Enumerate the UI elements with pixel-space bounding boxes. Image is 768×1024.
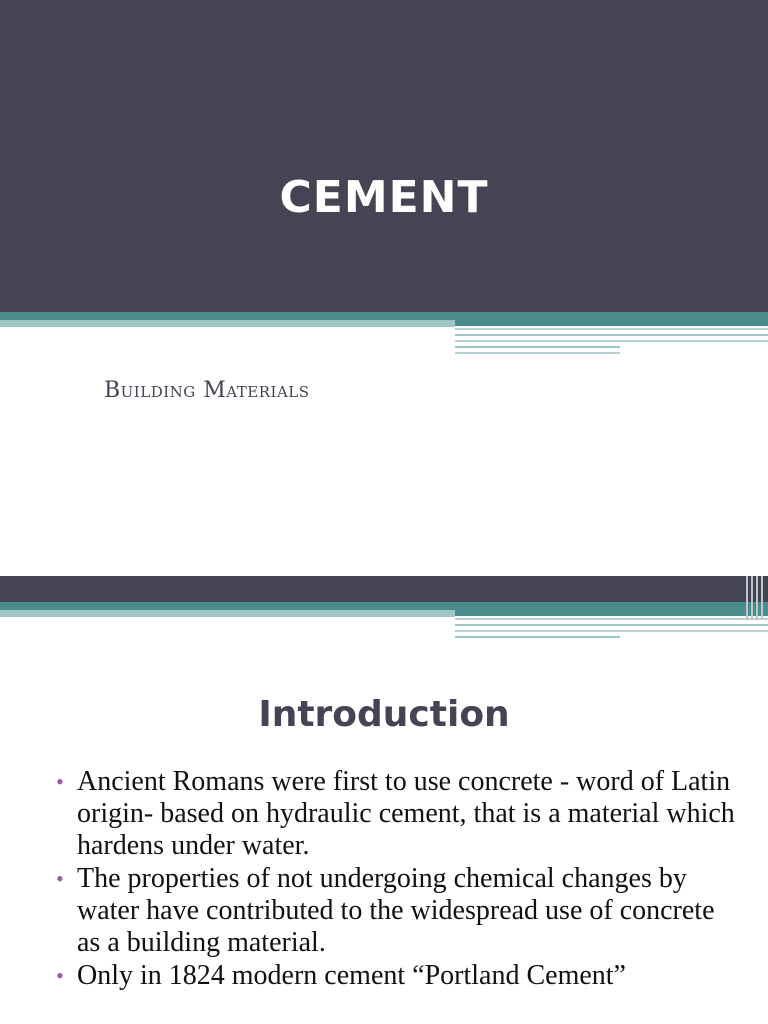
- stripe-line: [455, 340, 768, 342]
- decorative-stripe: [0, 312, 768, 356]
- decorative-stripe: [0, 602, 768, 646]
- stripe-light-bar: [0, 320, 455, 327]
- stripe-teal-bar: [0, 602, 768, 610]
- stripe-line: [455, 636, 620, 638]
- list-item: [52, 960, 742, 992]
- slide-title: Introduction: [258, 694, 510, 735]
- stripe-white-block: [0, 327, 455, 356]
- bullet-list: [52, 766, 742, 993]
- slide-title: CEMENT: [279, 172, 489, 223]
- stripe-lines-block: [455, 326, 768, 356]
- edge-line: [756, 576, 758, 620]
- list-item: [52, 863, 742, 959]
- edge-line: [761, 576, 763, 620]
- bullet-icon: •: [56, 769, 64, 794]
- bullet-text: Only in 1824 modern cement “Portland Cement”: [77, 960, 626, 991]
- bullet-text: Ancient Romans were first to use concrete - word of Latin origin- based on hydraulic cement, that is a material which hardens under water.: [77, 766, 735, 861]
- edge-line: [751, 576, 753, 620]
- bullet-icon: •: [56, 866, 64, 891]
- title-band: [0, 0, 768, 312]
- stripe-line: [455, 630, 768, 632]
- header-band: [0, 576, 768, 602]
- edge-line: [746, 576, 748, 620]
- stripe-line: [455, 624, 768, 626]
- stripe-white-block: [0, 617, 455, 646]
- introduction-slide: [0, 576, 768, 1024]
- bullet-icon: •: [56, 963, 64, 988]
- stripe-line: [455, 618, 768, 620]
- stripe-line: [455, 328, 768, 330]
- slide-subtitle: Building Materials: [104, 378, 310, 403]
- stripe-teal-bar: [0, 312, 768, 320]
- stripe-light-bar: [0, 610, 455, 617]
- stripe-line: [455, 346, 620, 348]
- stripe-lines-block: [455, 616, 768, 646]
- stripe-line: [455, 352, 620, 354]
- list-item: [52, 766, 742, 862]
- edge-lines: [744, 576, 768, 620]
- stripe-line: [455, 334, 768, 336]
- bullet-text: The properties of not undergoing chemical changes by water have contributed to the widespread use of concrete as a building material.: [77, 863, 715, 958]
